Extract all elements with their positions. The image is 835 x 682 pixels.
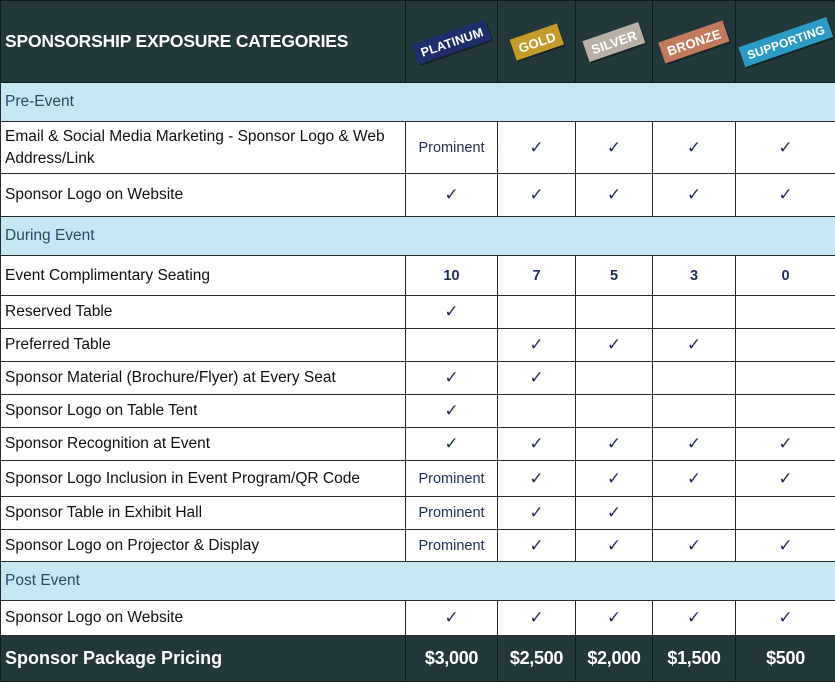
section-header (1, 562, 835, 601)
value-cell-silver (576, 497, 653, 530)
tier-badge-gold: GOLD (509, 23, 564, 60)
checkmark-icon: ✓ (607, 434, 621, 453)
seat-count: 3 (690, 268, 698, 284)
value-cell-platinum (406, 174, 498, 217)
value-cell-bronze (653, 530, 736, 562)
value-cell-silver (576, 329, 653, 362)
checkmark-icon: ✓ (687, 138, 701, 157)
value-cell-bronze (653, 601, 736, 636)
value-cell-supporting (736, 256, 835, 296)
prominent-label: Prominent (418, 538, 484, 554)
tier-header-silver (576, 1, 653, 83)
value-cell-gold (498, 395, 576, 428)
value-cell-gold (498, 362, 576, 395)
value-cell-platinum (406, 530, 498, 562)
checkmark-icon: ✓ (444, 608, 458, 627)
row-label: Email & Social Media Marketing - Sponsor Logo & Web Address/Link (1, 122, 406, 174)
value-cell-platinum (406, 395, 498, 428)
value-cell-bronze (653, 428, 736, 461)
value-cell-silver (576, 601, 653, 636)
checkmark-icon: ✓ (778, 469, 792, 488)
table-row (1, 362, 835, 395)
value-cell-supporting (736, 296, 835, 329)
section-filler-cell (406, 217, 498, 256)
value-cell-bronze (653, 256, 736, 296)
section-filler-cell (498, 217, 576, 256)
table-row (1, 296, 835, 329)
value-cell-gold (498, 329, 576, 362)
value-cell-platinum (406, 428, 498, 461)
checkmark-icon: ✓ (607, 503, 621, 522)
value-cell-bronze (653, 461, 736, 497)
checkmark-icon: ✓ (444, 368, 458, 387)
table-row (1, 530, 835, 562)
checkmark-icon: ✓ (607, 185, 621, 204)
prominent-label: Prominent (418, 140, 484, 156)
checkmark-icon: ✓ (687, 185, 701, 204)
checkmark-icon: ✓ (529, 138, 543, 157)
tier-badge-bronze: BRONZE (658, 20, 730, 63)
value-cell-supporting (736, 122, 835, 174)
value-cell-silver (576, 461, 653, 497)
checkmark-icon: ✓ (529, 469, 543, 488)
tier-header-gold (498, 1, 576, 83)
section-header (1, 83, 835, 122)
header-title-cell (1, 1, 406, 83)
section-label: Post Event (1, 572, 406, 590)
value-cell-gold (498, 174, 576, 217)
row-label: Sponsor Logo Inclusion in Event Program/QR Code (1, 461, 406, 497)
price-gold: $2,500 (498, 636, 576, 682)
row-label: Preferred Table (1, 329, 406, 362)
value-cell-gold (498, 530, 576, 562)
section-filler-cell (576, 83, 653, 122)
value-cell-supporting (736, 601, 835, 636)
row-label: Sponsor Material (Brochure/Flyer) at Every Seat (1, 362, 406, 395)
table-row (1, 329, 835, 362)
checkmark-icon: ✓ (687, 608, 701, 627)
checkmark-icon: ✓ (444, 302, 458, 321)
value-cell-platinum (406, 601, 498, 636)
checkmark-icon: ✓ (529, 503, 543, 522)
section-filler-cell (498, 562, 576, 601)
checkmark-icon: ✓ (607, 469, 621, 488)
checkmark-icon: ✓ (529, 608, 543, 627)
header-row (1, 1, 835, 83)
row-label: Event Complimentary Seating (1, 256, 406, 296)
table-row (1, 497, 835, 530)
value-cell-supporting (736, 329, 835, 362)
value-cell-bronze (653, 329, 736, 362)
pricing-label-cell (1, 636, 406, 682)
value-cell-bronze (653, 122, 736, 174)
row-label: Sponsor Logo on Website (1, 174, 406, 217)
value-cell-supporting (736, 497, 835, 530)
price-supporting: $500 (736, 636, 835, 682)
checkmark-icon: ✓ (607, 335, 621, 354)
prominent-label: Prominent (418, 505, 484, 521)
pricing-row (1, 636, 835, 682)
checkmark-icon: ✓ (607, 536, 621, 555)
value-cell-platinum (406, 329, 498, 362)
row-label: Sponsor Logo on Projector & Display (1, 530, 406, 562)
row-label: Sponsor Table in Exhibit Hall (1, 497, 406, 530)
tier-badge-platinum: PLATINUM (412, 19, 492, 64)
tier-header-platinum (406, 1, 498, 83)
value-cell-supporting (736, 428, 835, 461)
value-cell-silver (576, 395, 653, 428)
prominent-label: Prominent (418, 471, 484, 487)
value-cell-bronze (653, 497, 736, 530)
checkmark-icon: ✓ (607, 608, 621, 627)
table-body (1, 1, 835, 682)
value-cell-gold (498, 296, 576, 329)
section-label-cell (1, 217, 406, 256)
section-label: During Event (1, 227, 406, 245)
checkmark-icon: ✓ (444, 185, 458, 204)
value-cell-platinum (406, 296, 498, 329)
row-label: Reserved Table (1, 296, 406, 329)
table-row (1, 461, 835, 497)
value-cell-gold (498, 122, 576, 174)
section-filler-cell (653, 562, 736, 601)
value-cell-platinum (406, 497, 498, 530)
value-cell-gold (498, 461, 576, 497)
value-cell-supporting (736, 174, 835, 217)
value-cell-silver (576, 530, 653, 562)
checkmark-icon: ✓ (529, 368, 543, 387)
value-cell-supporting (736, 395, 835, 428)
value-cell-bronze (653, 174, 736, 217)
value-cell-platinum (406, 256, 498, 296)
section-filler-cell (576, 217, 653, 256)
section-filler-cell (498, 83, 576, 122)
section-filler-cell (736, 217, 835, 256)
section-filler-cell (736, 83, 835, 122)
seat-count: 10 (443, 268, 459, 284)
value-cell-bronze (653, 395, 736, 428)
row-label: Sponsor Logo on Website (1, 601, 406, 636)
checkmark-icon: ✓ (444, 401, 458, 420)
page-title: SPONSORSHIP EXPOSURE CATEGORIES (1, 31, 405, 52)
value-cell-silver (576, 256, 653, 296)
price-bronze: $1,500 (653, 636, 736, 682)
checkmark-icon: ✓ (607, 138, 621, 157)
section-filler-cell (406, 83, 498, 122)
checkmark-icon: ✓ (687, 536, 701, 555)
checkmark-icon: ✓ (778, 608, 792, 627)
value-cell-platinum (406, 362, 498, 395)
value-cell-gold (498, 497, 576, 530)
price-silver: $2,000 (576, 636, 653, 682)
section-label-cell (1, 83, 406, 122)
table-row (1, 174, 835, 217)
section-filler-cell (653, 83, 736, 122)
tier-badge-supporting: SUPPORTING (738, 16, 833, 66)
value-cell-silver (576, 362, 653, 395)
value-cell-gold (498, 428, 576, 461)
table-row (1, 122, 835, 174)
value-cell-gold (498, 256, 576, 296)
tier-badge-silver: SILVER (582, 21, 645, 61)
value-cell-bronze (653, 362, 736, 395)
value-cell-supporting (736, 461, 835, 497)
table-row (1, 256, 835, 296)
seat-count: 0 (781, 268, 789, 284)
row-label: Sponsor Recognition at Event (1, 428, 406, 461)
value-cell-supporting (736, 362, 835, 395)
checkmark-icon: ✓ (778, 434, 792, 453)
checkmark-icon: ✓ (687, 434, 701, 453)
section-filler-cell (653, 217, 736, 256)
seat-count: 7 (532, 268, 540, 284)
section-filler-cell (406, 562, 498, 601)
table-row (1, 428, 835, 461)
value-cell-platinum (406, 461, 498, 497)
value-cell-silver (576, 428, 653, 461)
value-cell-bronze (653, 296, 736, 329)
value-cell-supporting (736, 530, 835, 562)
pricing-label: Sponsor Package Pricing (1, 648, 405, 669)
value-cell-silver (576, 174, 653, 217)
section-label-cell (1, 562, 406, 601)
tier-header-bronze (653, 1, 736, 83)
section-filler-cell (576, 562, 653, 601)
checkmark-icon: ✓ (529, 434, 543, 453)
checkmark-icon: ✓ (778, 185, 792, 204)
checkmark-icon: ✓ (444, 434, 458, 453)
checkmark-icon: ✓ (529, 335, 543, 354)
value-cell-silver (576, 122, 653, 174)
tier-header-supporting (736, 1, 835, 83)
value-cell-gold (498, 601, 576, 636)
value-cell-silver (576, 296, 653, 329)
checkmark-icon: ✓ (529, 536, 543, 555)
seat-count: 5 (610, 268, 618, 284)
section-label: Pre-Event (1, 93, 406, 111)
table-row (1, 601, 835, 636)
section-filler-cell (736, 562, 835, 601)
section-header (1, 217, 835, 256)
checkmark-icon: ✓ (529, 185, 543, 204)
price-platinum: $3,000 (406, 636, 498, 682)
checkmark-icon: ✓ (687, 469, 701, 488)
row-label: Sponsor Logo on Table Tent (1, 395, 406, 428)
checkmark-icon: ✓ (687, 335, 701, 354)
value-cell-platinum (406, 122, 498, 174)
table-row (1, 395, 835, 428)
checkmark-icon: ✓ (778, 138, 792, 157)
checkmark-icon: ✓ (778, 536, 792, 555)
